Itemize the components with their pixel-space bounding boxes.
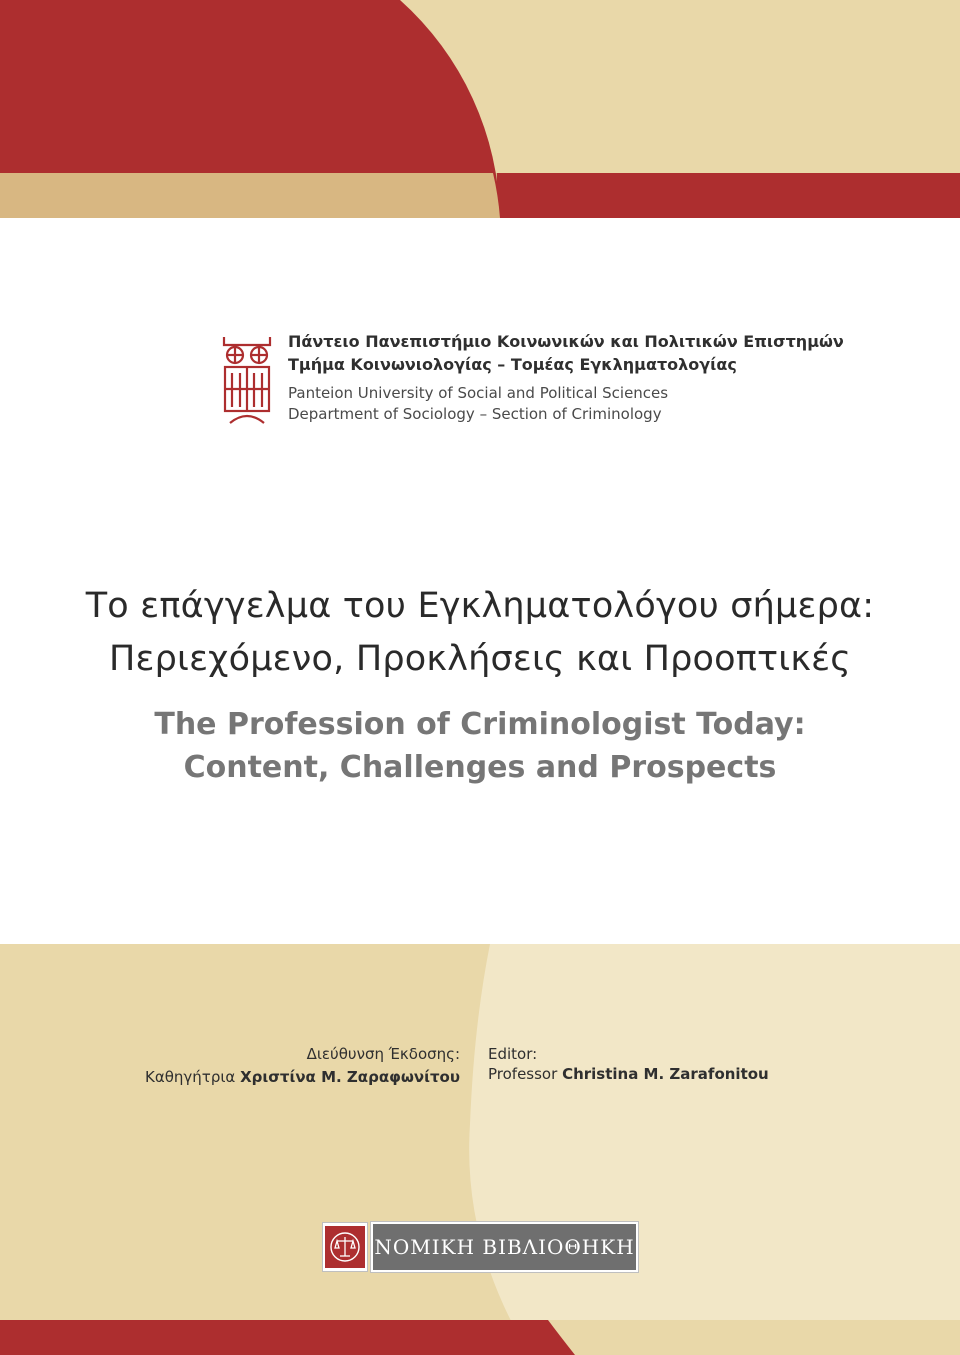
title-greek-line-1: Το επάγγελμα του Εγκληματολόγου σήμερα: (85, 586, 875, 626)
bottom-light-cream-region (469, 944, 960, 1355)
title-greek-line-2: Περιεχόμενο, Προκλήσεις και Προοπτικές (108, 639, 852, 679)
editor-greek-label: Διεύθυνση Έκδοσης: (306, 1045, 460, 1063)
panteion-crest-icon (222, 333, 272, 427)
editor-english-label: Editor: (488, 1045, 538, 1063)
publisher-logo (322, 1222, 368, 1272)
bottom-tan-strip (548, 1320, 960, 1355)
university-greek-name: Πάντειο Πανεπιστήμιο Κοινωνικών και Πολιτικών Επιστημών (288, 332, 844, 351)
scales-of-justice-icon (323, 1223, 367, 1271)
top-red-strip (497, 173, 960, 218)
publisher-name: ΝΟΜΙΚΗ ΒΙΒΛΙΟΘΗΚΗ (371, 1222, 638, 1272)
department-english-name: Department of Sociology – Section of Criminology (288, 405, 662, 423)
top-decorative-band (0, 0, 960, 218)
title-english-line-1: The Profession of Criminologist Today: (154, 707, 806, 742)
editor-english-prefix: Professor (488, 1065, 558, 1083)
editor-greek-prefix: Καθηγήτρια (145, 1068, 236, 1086)
university-header (222, 330, 922, 430)
editor-greek-name: Χριστίνα Μ. Ζαραφωνίτου (240, 1068, 460, 1086)
publisher-block (322, 1222, 638, 1272)
university-english-name: Panteion University of Social and Political Sciences (288, 384, 669, 402)
editor-english-name: Christina M. Zarafonitou (562, 1065, 769, 1083)
title-english-line-2: Content, Challenges and Prospects (183, 750, 777, 785)
department-greek-name: Τμήμα Κοινωνιολογίας – Τομέας Εγκληματολογίας (288, 355, 737, 374)
bottom-decorative-area (0, 944, 960, 1355)
editor-greek-name-line (145, 1068, 460, 1086)
editor-english-name-line (488, 1065, 769, 1083)
